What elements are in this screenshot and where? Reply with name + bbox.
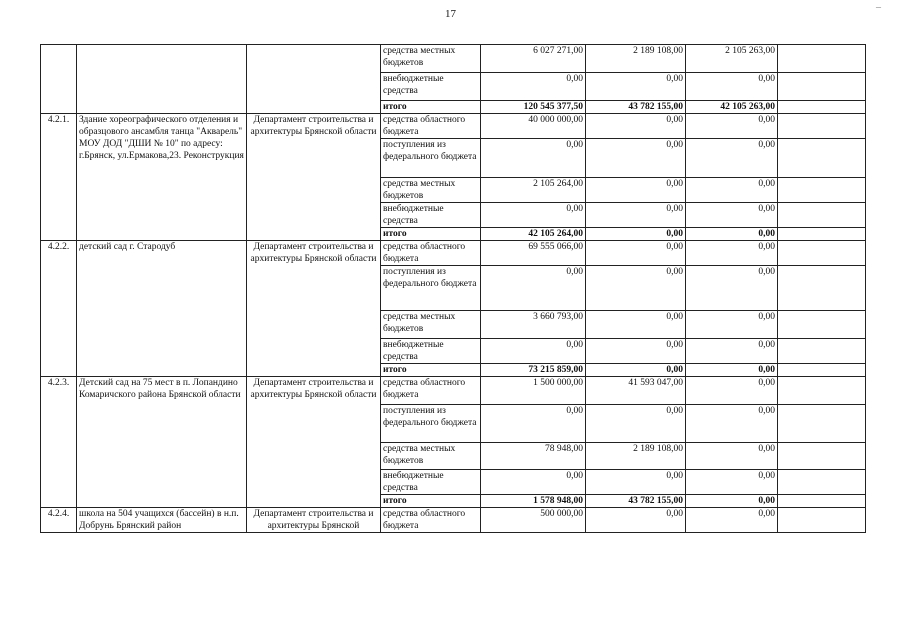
table-row bbox=[41, 508, 866, 533]
budget-table bbox=[40, 44, 866, 533]
amount-year-3: 0,00 bbox=[686, 311, 778, 339]
amount-year-2: 0,00 bbox=[586, 508, 686, 533]
amount-year-1: 0,00 bbox=[481, 339, 586, 364]
amount-year-1: 1 500 000,00 bbox=[481, 377, 586, 405]
amount-year-2: 0,00 bbox=[586, 405, 686, 443]
amount-year-2: 0,00 bbox=[586, 311, 686, 339]
amount-year-3: 0,00 bbox=[686, 266, 778, 311]
empty-cell bbox=[778, 241, 866, 266]
amount-year-2: 43 782 155,00 bbox=[586, 101, 686, 114]
amount-year-3: 0,00 bbox=[686, 443, 778, 470]
amount-year-2: 0,00 bbox=[586, 266, 686, 311]
amount-year-1: 0,00 bbox=[481, 405, 586, 443]
amount-year-2: 0,00 bbox=[586, 73, 686, 101]
funding-source: внебюджетные средства bbox=[381, 339, 481, 364]
amount-year-3: 0,00 bbox=[686, 228, 778, 241]
amount-year-2: 43 782 155,00 bbox=[586, 495, 686, 508]
empty-cell bbox=[778, 377, 866, 405]
empty-cell bbox=[778, 45, 866, 73]
item-number: 4.2.3. bbox=[41, 377, 77, 508]
amount-year-3: 0,00 bbox=[686, 508, 778, 533]
table-row bbox=[41, 241, 866, 266]
amount-year-1: 0,00 bbox=[481, 139, 586, 178]
responsible-department: Департамент строительства и архитектуры Брянской области bbox=[247, 377, 381, 508]
amount-year-2: 41 593 047,00 bbox=[586, 377, 686, 405]
amount-year-1: 42 105 264,00 bbox=[481, 228, 586, 241]
empty-cell bbox=[778, 178, 866, 203]
amount-year-3: 0,00 bbox=[686, 364, 778, 377]
item-number: 4.2.2. bbox=[41, 241, 77, 377]
amount-year-3: 42 105 263,00 bbox=[686, 101, 778, 114]
funding-source: средства областного бюджета bbox=[381, 377, 481, 405]
empty-cell bbox=[778, 203, 866, 228]
amount-year-3: 2 105 263,00 bbox=[686, 45, 778, 73]
amount-year-2: 0,00 bbox=[586, 339, 686, 364]
funding-source: средства областного бюджета bbox=[381, 508, 481, 533]
amount-year-1: 3 660 793,00 bbox=[481, 311, 586, 339]
empty-cell bbox=[778, 228, 866, 241]
amount-year-2: 2 189 108,00 bbox=[586, 45, 686, 73]
amount-year-1: 0,00 bbox=[481, 73, 586, 101]
amount-year-2: 0,00 bbox=[586, 178, 686, 203]
amount-year-3: 0,00 bbox=[686, 178, 778, 203]
funding-source: поступления из федерального бюджета bbox=[381, 405, 481, 443]
funding-source: внебюджетные средства bbox=[381, 203, 481, 228]
amount-year-2: 2 189 108,00 bbox=[586, 443, 686, 470]
table-row bbox=[41, 45, 866, 73]
amount-year-2: 0,00 bbox=[586, 114, 686, 139]
amount-year-3: 0,00 bbox=[686, 470, 778, 495]
amount-year-2: 0,00 bbox=[586, 241, 686, 266]
responsible-department: Департамент строительства и архитектуры Брянской bbox=[247, 508, 381, 533]
object-name: Детский сад на 75 мест в п. Лопандино Комаричского района Брянской области bbox=[77, 377, 247, 508]
object-name bbox=[77, 45, 247, 114]
empty-cell bbox=[778, 139, 866, 178]
amount-year-1: 69 555 066,00 bbox=[481, 241, 586, 266]
amount-year-1: 0,00 bbox=[481, 470, 586, 495]
empty-cell bbox=[778, 266, 866, 311]
funding-source: поступления из федерального бюджета bbox=[381, 266, 481, 311]
amount-year-1: 6 027 271,00 bbox=[481, 45, 586, 73]
empty-cell bbox=[778, 405, 866, 443]
empty-cell bbox=[778, 443, 866, 470]
amount-year-2: 0,00 bbox=[586, 203, 686, 228]
amount-year-1: 78 948,00 bbox=[481, 443, 586, 470]
object-name: детский сад г. Стародуб bbox=[77, 241, 247, 377]
amount-year-3: 0,00 bbox=[686, 241, 778, 266]
funding-source: средства местных бюджетов bbox=[381, 443, 481, 470]
amount-year-3: 0,00 bbox=[686, 73, 778, 101]
amount-year-1: 0,00 bbox=[481, 266, 586, 311]
amount-year-1: 120 545 377,50 bbox=[481, 101, 586, 114]
amount-year-3: 0,00 bbox=[686, 203, 778, 228]
funding-source: итого bbox=[381, 228, 481, 241]
empty-cell bbox=[778, 101, 866, 114]
amount-year-2: 0,00 bbox=[586, 139, 686, 178]
item-number: 4.2.1. bbox=[41, 114, 77, 241]
funding-source: средства областного бюджета bbox=[381, 114, 481, 139]
amount-year-3: 0,00 bbox=[686, 339, 778, 364]
table-row bbox=[41, 114, 866, 139]
empty-cell bbox=[778, 339, 866, 364]
funding-source: средства местных бюджетов bbox=[381, 311, 481, 339]
funding-source: итого bbox=[381, 495, 481, 508]
funding-source: средства местных бюджетов bbox=[381, 45, 481, 73]
funding-source: внебюджетные средства bbox=[381, 470, 481, 495]
funding-source: средства местных бюджетов bbox=[381, 178, 481, 203]
funding-source: внебюджетные средства bbox=[381, 73, 481, 101]
object-name: Здание хореографического отделения и образцового ансамбля танца "Акварель" МОУ ДОД "ДШИ № 10" по адресу: г.Брянск, ул.Ермакова,23. Реконструкция bbox=[77, 114, 247, 241]
page-number: 17 bbox=[445, 8, 456, 20]
responsible-department: Департамент строительства и архитектуры Брянской области bbox=[247, 241, 381, 377]
amount-year-3: 0,00 bbox=[686, 114, 778, 139]
amount-year-1: 2 105 264,00 bbox=[481, 178, 586, 203]
item-number: 4.2.4. bbox=[41, 508, 77, 533]
amount-year-1: 73 215 859,00 bbox=[481, 364, 586, 377]
item-number bbox=[41, 45, 77, 114]
responsible-department: Департамент строительства и архитектуры Брянской области bbox=[247, 114, 381, 241]
funding-source: итого bbox=[381, 364, 481, 377]
amount-year-3: 0,00 bbox=[686, 139, 778, 178]
corner-mark: – bbox=[876, 2, 881, 13]
funding-source: поступления из федерального бюджета bbox=[381, 139, 481, 178]
amount-year-1: 1 578 948,00 bbox=[481, 495, 586, 508]
object-name: школа на 504 учащихся (бассейн) в н.п. Добрунь Брянский район bbox=[77, 508, 247, 533]
amount-year-2: 0,00 bbox=[586, 470, 686, 495]
amount-year-2: 0,00 bbox=[586, 364, 686, 377]
amount-year-3: 0,00 bbox=[686, 495, 778, 508]
table-row bbox=[41, 377, 866, 405]
amount-year-1: 500 000,00 bbox=[481, 508, 586, 533]
empty-cell bbox=[778, 470, 866, 495]
empty-cell bbox=[778, 311, 866, 339]
empty-cell bbox=[778, 495, 866, 508]
amount-year-1: 40 000 000,00 bbox=[481, 114, 586, 139]
empty-cell bbox=[778, 508, 866, 533]
empty-cell bbox=[778, 114, 866, 139]
amount-year-3: 0,00 bbox=[686, 377, 778, 405]
funding-source: итого bbox=[381, 101, 481, 114]
amount-year-1: 0,00 bbox=[481, 203, 586, 228]
funding-source: средства областного бюджета bbox=[381, 241, 481, 266]
amount-year-2: 0,00 bbox=[586, 228, 686, 241]
empty-cell bbox=[778, 73, 866, 101]
amount-year-3: 0,00 bbox=[686, 405, 778, 443]
responsible-department bbox=[247, 45, 381, 114]
empty-cell bbox=[778, 364, 866, 377]
